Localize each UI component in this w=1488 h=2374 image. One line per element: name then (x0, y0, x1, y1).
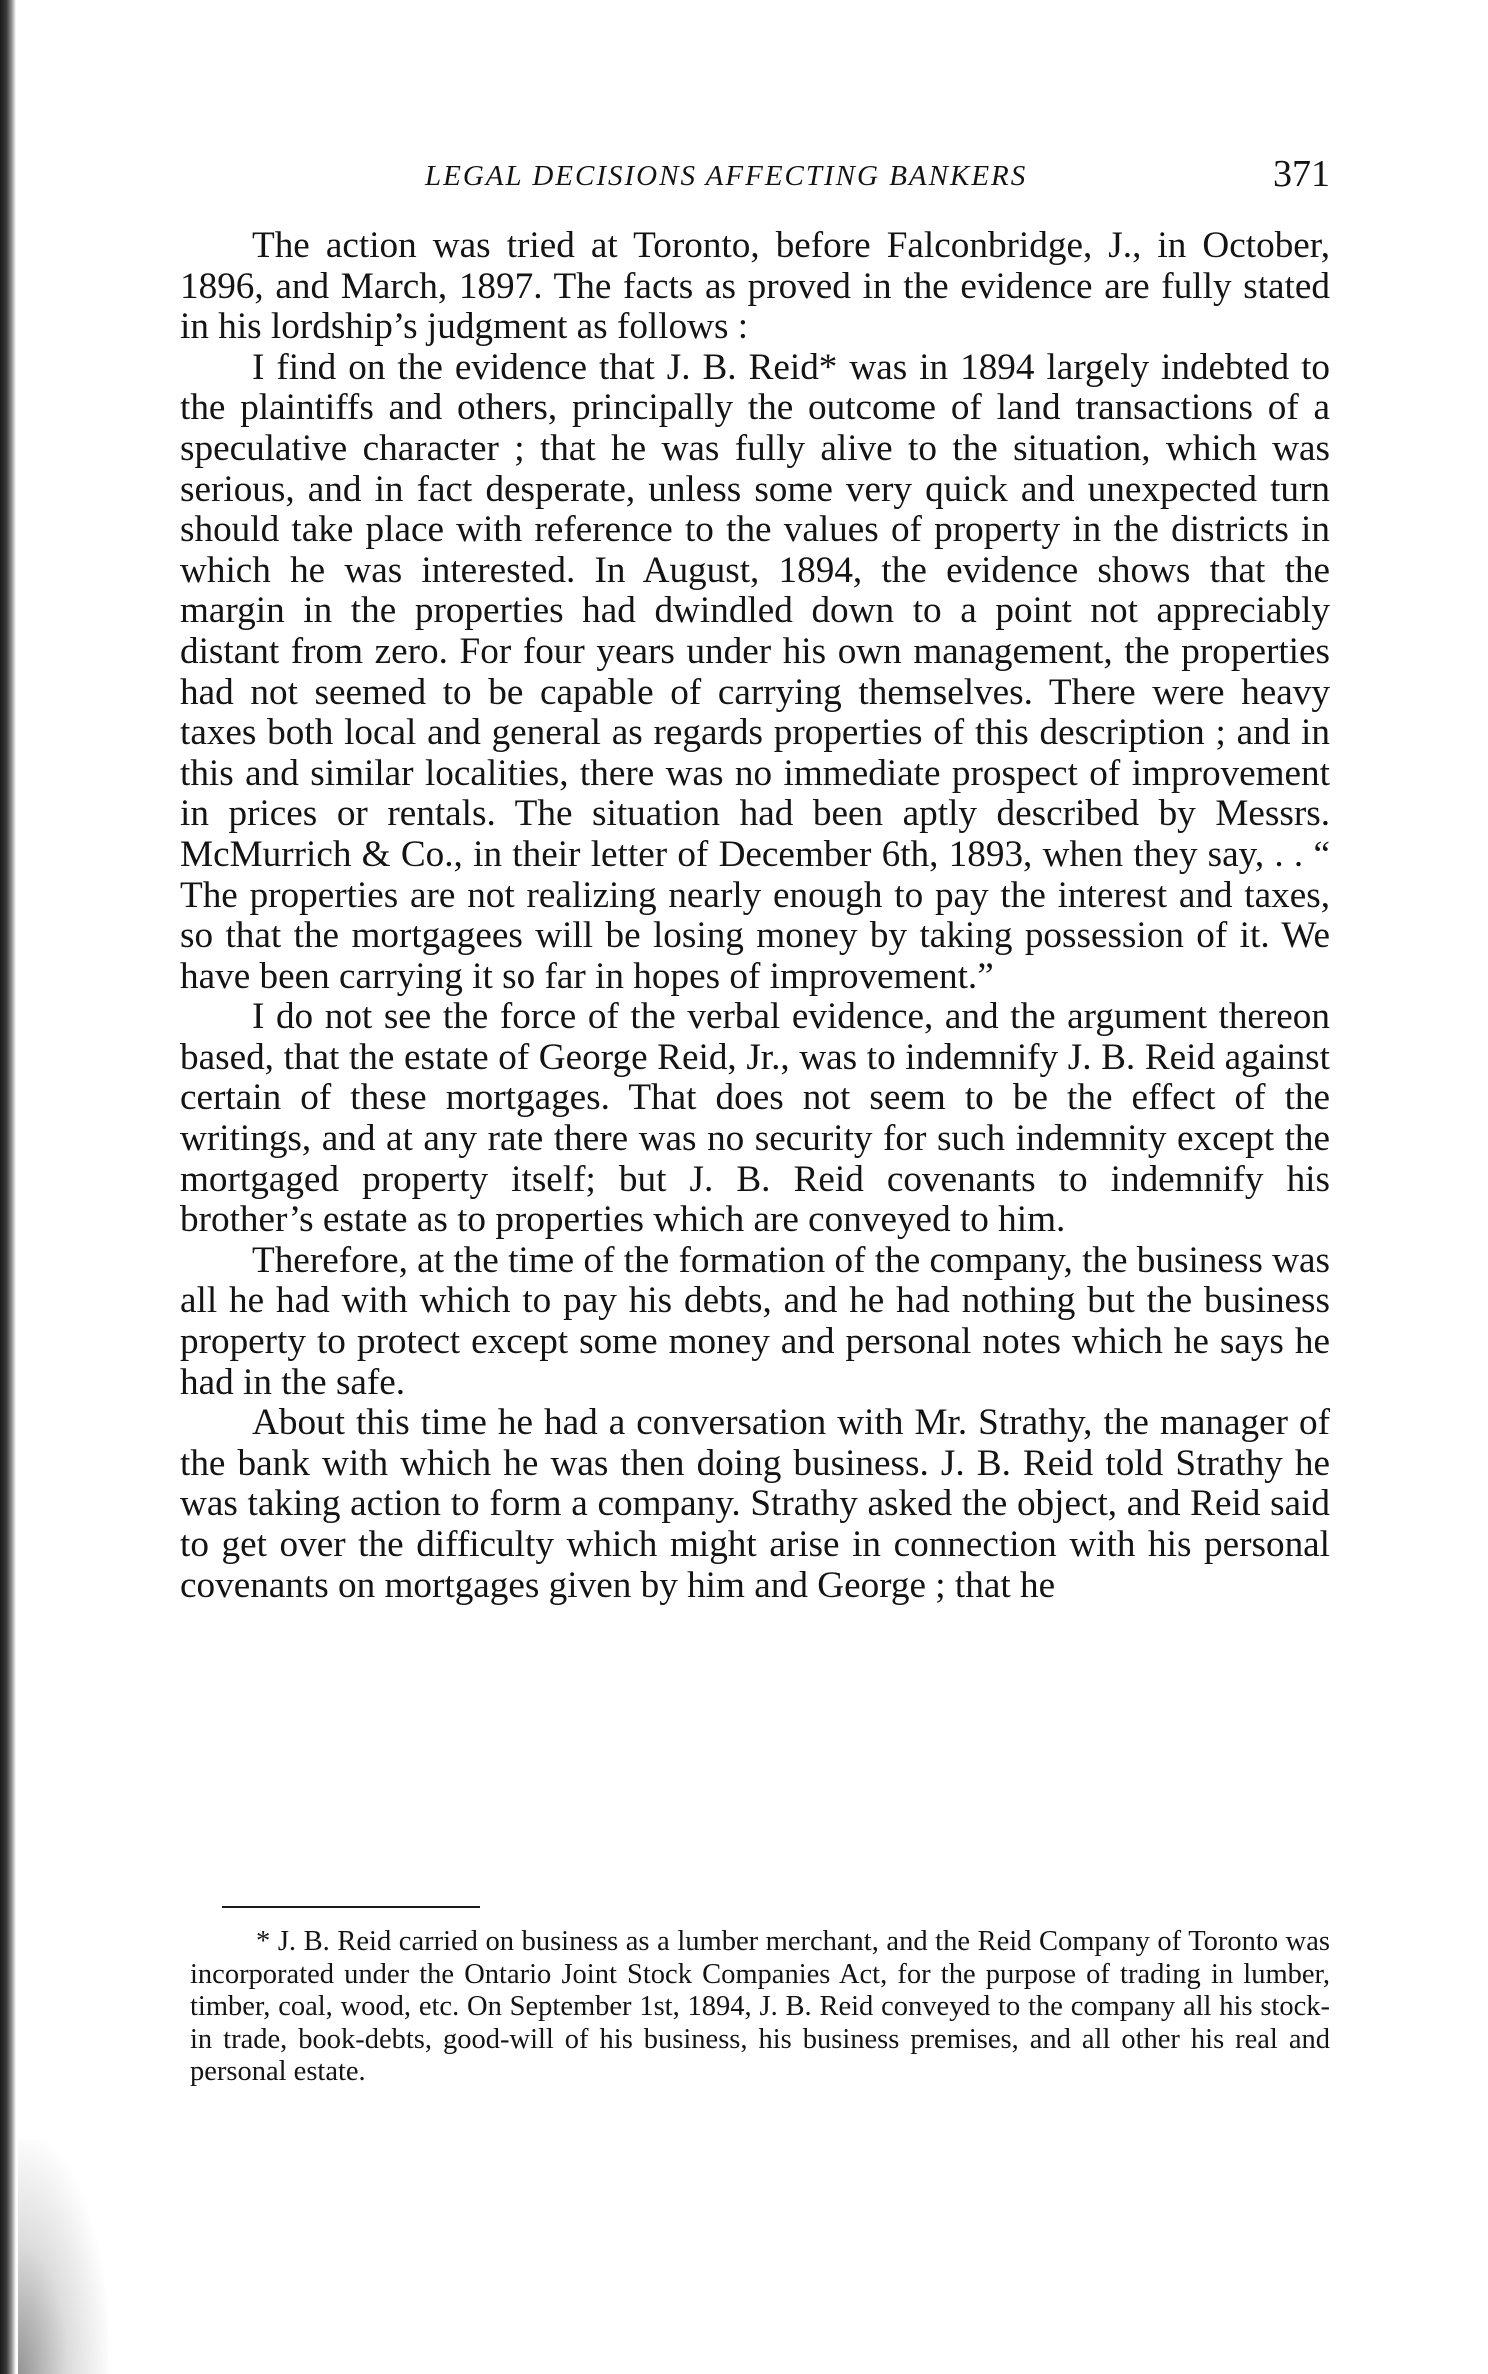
body-text (180, 226, 1330, 1606)
running-head (180, 152, 1330, 212)
footnote-rule (222, 1906, 480, 1908)
paragraph-formation: Therefore, at the time of the formation of the company, the business was all he had with which to pay his debts, and he had nothing but the business property to protect except some money and personal notes which he says he had in the safe. (180, 1239, 1330, 1403)
paragraph-intro: The action was tried at Toronto, before Falconbridge, J., in October, 1896, and March, 1897. The facts as proved in the evidence are fully stated in his lordship’s judgment as follows : (180, 225, 1330, 348)
book-binding-edge (0, 0, 16, 2374)
footnote (190, 1926, 1330, 2089)
page-number: 371 (1273, 153, 1330, 195)
paragraph-strathy: About this time he had a conversation with Mr. Strathy, the manager of the bank with which he was then doing business. J. B. Reid told Strathy he was taking action to form a company. Strathy asked the object, and Reid said to get over the difficulty which might arise in connection with his personal covenants on mortgages given by him and George ; that he (180, 1402, 1330, 1606)
running-title: LEGAL DECISIONS AFFECTING BANKERS (425, 160, 1028, 192)
paragraph-evidence: I find on the evidence that J. B. Reid* was in 1894 largely indebted to the plaintiffs and others, principally the outcome of land transactions of a speculative character ; that he was fully alive to the situation, which was serious, and in fact desperate, unless some very quick and unexpected turn should take place with reference to the values of property in the districts in which he was interested. In August, 1894, the evidence shows that the margin in the properties had dwindled down to a point not appreciably distant from zero. For four years under his own management, the properties had not seemed to be capable of carrying themselves. There were heavy taxes both local and general as regards properties of this description ; and in this and similar localities, there was no immediate prospect of improvement in prices or rentals. The situation had been aptly described by Messrs. McMurrich & Co., in their letter of December 6th, 1893, when they say, . . “ The properties are not realizing nearly enough to pay the interest and taxes, so that the mortgagees will be losing money by taking possession of it. We have been carrying it so far in hopes of improvement.” (180, 346, 1330, 997)
footnote-text: * J. B. Reid carried on business as a lumber merchant, and the Reid Company of Toronto was incorporated under the Ontario Joint Stock Companies Act, for the purpose of trading in lumber, timber, coal, wood, etc. On September 1st, 1894, J. B. Reid conveyed to the company all his stock-in trade, book-debts, good-will of his business, his business premises, and all other his real and personal estate. (190, 1926, 1330, 2087)
binding-shadow (18, 2140, 108, 2374)
paragraph-indemnity: I do not see the force of the verbal evidence, and the argument thereon based, that the estate of George Reid, Jr., was to indemnify J. B. Reid against certain of these mortgages. That does not seem to be the effect of the writings, and at any rate there was no security for such indemnity except the mortgaged property itself; but J. B. Reid covenants to indemnify his brother’s estate as to properties which are conveyed to him. (180, 996, 1330, 1241)
